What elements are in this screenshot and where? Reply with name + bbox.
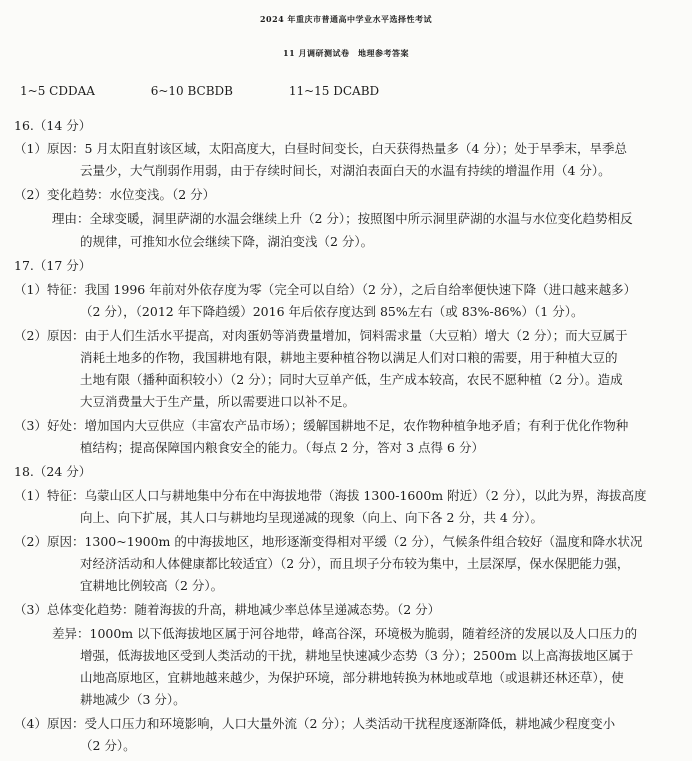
page-subtitle: 11 月调研测试卷 地理参考答案: [283, 48, 409, 58]
q17-line-4: 消耗土地多的作物，我国耕地有限，耕地主要种植谷物以满足人们对口粮的需要，用于种植大豆的: [80, 350, 618, 365]
q18-line-2: 向上、向下扩展，其人口与耕地均呈现递减的现象（向上、向下各 2 分，共 4 分）。: [80, 510, 544, 525]
q18-line-9: 山地高原地区，宜耕地越来越少，为保护环境，部分耕地转换为林地或草地（或退耕还林还草），使: [80, 670, 624, 685]
q18-line-10: 耕地减少（3 分）。: [80, 692, 186, 707]
q16-line-5: 的规律，可推知水位会继续下降，湖泊变浅（2 分）。: [80, 234, 374, 249]
q18-header: 18.（24 分）: [14, 464, 92, 479]
q16-line-2: 云量少，大气削弱作用弱，由于存续时间长，对湖泊表面白天的水温有持续的增温作用（4 分）。: [80, 163, 611, 178]
mc-answer-1-5: 1~5 CDDAA: [20, 84, 95, 98]
q16-line-4: 理由：全球变暖，洞里萨湖的水温会继续上升（2 分）；按照图中所示洞里萨湖的水温与水位变化趋势相反: [52, 211, 633, 226]
q16-header: 16.（14 分）: [14, 118, 92, 133]
q18-line-5: 宜耕地比例较高（2 分）。: [80, 578, 224, 593]
q17-line-7: （3）好处：增加国内大豆供应（丰富农产品市场）；缓解国耕地不足，农作物种植争地矛盾；有利于优化作物种: [14, 418, 629, 433]
mc-answer-6-10: 6~10 BCBDB: [150, 84, 233, 98]
q17-line-6: 大豆消费量大于生产量，所以需要进口以补不足。: [80, 394, 356, 409]
q17-line-2: （2 分），（2012 年下降趋缓）2016 年后依存度达到 85%左右（或 83%-86%）（1 分）。: [80, 304, 584, 319]
q18-line-8: 增强，低海拔地区受到人类活动的干扰，耕地呈快速减少态势（3 分）；2500m 以上高海拔地区属于: [80, 648, 634, 663]
q18-line-3: （2）原因：1300~1900m 的中海拔地区，地形逐渐变得相对平缓（2 分），气候条件组合较好（温度和降水状况: [14, 534, 643, 549]
q17-header: 17.（17 分）: [14, 258, 92, 273]
q18-line-7: 差异：1000m 以下低海拔地区属于河谷地带，峰高谷深，环境极为脆弱，随着经济的发展以及人口压力的: [52, 626, 638, 641]
q18-line-11: （4）原因：受人口压力和环境影响，人口大量外流（2 分）；人类活动干扰程度逐渐降低，耕地减少程度变小: [14, 716, 616, 731]
mc-answer-11-15: 11~15 DCABD: [288, 84, 380, 98]
q18-line-12: （2 分）。: [80, 738, 136, 753]
q16-line-1: （1）原因：5 月太阳直射该区域，太阳高度大，白昼时间变长，白天获得热量多（4 分）；处于旱季末，旱季总: [14, 141, 628, 156]
q16-line-3: （2）变化趋势：水位变浅。（2 分）: [14, 187, 216, 202]
q18-line-4: 对经济活动和人体健康都比较适宜）（2 分），而且坝子分布较为集中，土层深厚，保水保肥能力强，: [80, 556, 630, 571]
q17-line-5: 土地有限（播种面积较小）（2 分）；同时大豆单产低，生产成本较高，农民不愿种植（2 分）。造成: [80, 372, 623, 387]
page-title: 2024 年重庆市普通高中学业水平选择性考试: [259, 14, 433, 24]
q17-line-8: 植结构；提高保障国内粮食安全的能力。（每点 2 分，答对 3 点得 6 分）: [80, 440, 484, 455]
multiple-choice-answers: [20, 84, 431, 98]
q18-line-1: （1）特征：乌蒙山区人口与耕地集中分布在中海拔地带（海拔 1300-1600m 附近）（2 分），以此为界，海拔高度: [14, 488, 647, 503]
q18-line-6: （3）总体变化趋势：随着海拔的升高，耕地减少率总体呈递减态势。（2 分）: [14, 602, 441, 617]
q17-line-3: （2）原因：由于人们生活水平提高，对肉蛋奶等消费量增加，饲料需求量（大豆粕）增大（2 分）；而大豆属于: [14, 328, 628, 343]
q17-line-1: （1）特征：我国 1996 年前对外依存度为零（完全可以自给）（2 分），之后自给率便快速下降（进口越来越多）: [14, 282, 637, 297]
